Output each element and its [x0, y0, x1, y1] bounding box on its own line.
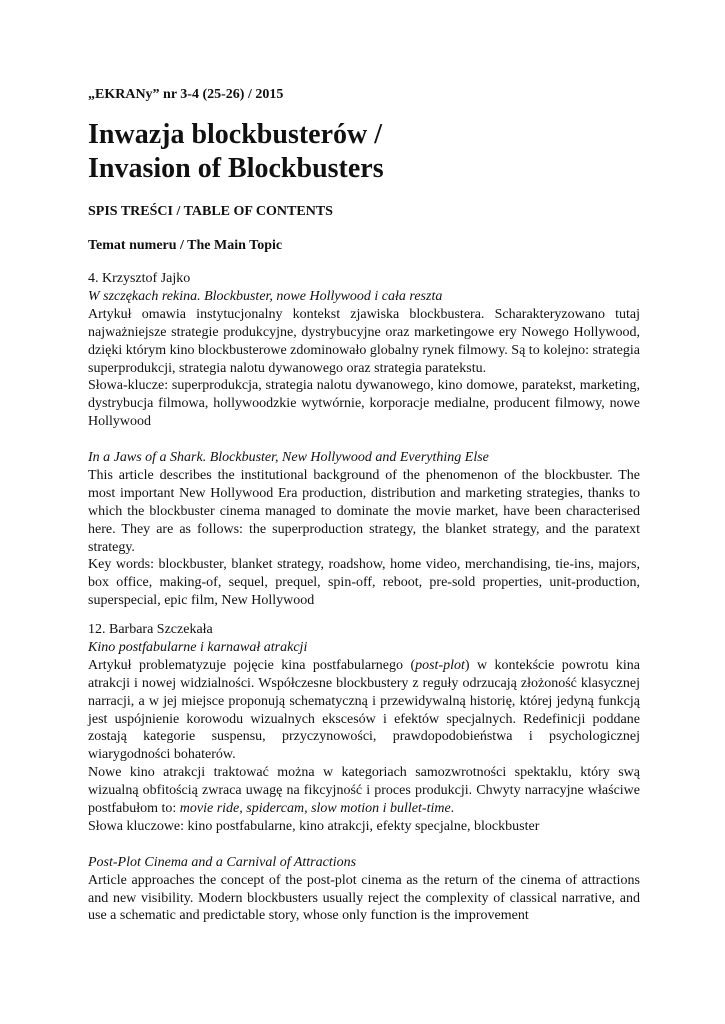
- keywords-en: Key words: blockbuster, blanket strategy, roadshow, home video, merchandising, tie-ins, majors, box office, making-of, sequel, prequel, spin-off, reboot, pre-sold properties, unit-production, superspecial, epic film, New Hollywood: [88, 557, 640, 609]
- topic-heading: Temat numeru / The Main Topic: [88, 238, 283, 253]
- article-title-en: Post-Plot Cinema and a Carnival of Attractions: [88, 854, 357, 870]
- article-author: 4. Krzysztof Jajko: [88, 271, 191, 286]
- toc-heading: SPIS TREŚCI / TABLE OF CONTENTS: [88, 204, 333, 219]
- page-title: [88, 118, 384, 186]
- abstract-pl: Artykuł problematyzuje pojęcie kina postfabularnego (post-plot) w kontekście powrotu kina atrakcji i nowej widzialności. Współczesne blockbustery z reguły odrzucają złożoność klasycznej narracji, a w jej miejsce proponują schematyczną i przewidywalną historię, której jedyną funkcją jest uspójnienie korowodu wizualnych ekscesów i efektów specjalnych. Redefinicji poddane zostają kategorie suspensu, przyczynowości, prawdopodobieństwa i psychologicznej wiarygodności bohaterów.: [88, 657, 640, 763]
- article-entry-2: [88, 621, 640, 925]
- article-title-pl: Kino postfabularne i karnawał atrakcji: [88, 639, 308, 655]
- article-author: 12. Barbara Szczekała: [88, 622, 213, 637]
- abstract-en: This article describes the institutional background of the phenomenon of the blockbuster. The most important New Hollywood Era production, distribution and marketing strategies, thanks to which the blockbuster cinema managed to dominate the movie market, have been characterised here. They are as follows: the superproduction strategy, the blanket strategy, and the paratext strategy.: [88, 467, 640, 555]
- journal-header: „EKRANy” nr 3-4 (25-26) / 2015: [88, 87, 284, 102]
- abstract-pl-2: Nowe kino atrakcji traktować można w kategoriach samozwrotności spektaklu, który swą wizualną obfitością zwraca uwagę na fikcyjność i proces produkcji. Chwyty narracyjne właściwe postfabułom to: movie ride, spidercam, slow motion i bullet-time.: [88, 765, 640, 817]
- title-line-en: Invasion of Blockbusters: [88, 153, 384, 184]
- abstract-pl: Artykuł omawia instytucjonalny kontekst zjawiska blockbustera. Scharakteryzowano tutaj najważniejsze strategie produkcyjne, dystrybucyjne oraz marketingowe ery Nowego Hollywood, dzięki którym kino blockbusterowe zdominowało globalny rynek filmowy. Są to kolejno: strategia superprodukcji, strategia nalotu dywanowego oraz strategia paratekstu.: [88, 306, 640, 376]
- article-entry-1: [88, 270, 640, 610]
- keywords-pl: Słowa kluczowe: kino postfabularne, kino atrakcji, efekty specjalne, blockbuster: [88, 818, 540, 834]
- abstract-en: Article approaches the concept of the post-plot cinema as the return of the cinema of attractions and new visibility. Modern blockbusters usually reject the complexity of classical narrative, and use a schematic and predictable story, whose only function is the improvement: [88, 872, 640, 924]
- keywords-pl: Słowa-klucze: superprodukcja, strategia nalotu dywanowego, kino domowe, paratekst, marketing, dystrybucja filmowa, hollywoodzkie wytwórnie, korporacje medialne, producent filmowy, nowe Hollywood: [88, 378, 640, 430]
- title-line-pl: Inwazja blockbusterów /: [88, 119, 383, 150]
- term-post-plot: post-plot: [415, 657, 465, 673]
- article-title-pl: W szczękach rekina. Blockbuster, nowe Hollywood i cała reszta: [88, 288, 443, 304]
- article-title-en: In a Jaws of a Shark. Blockbuster, New Hollywood and Everything Else: [88, 450, 489, 466]
- narrative-devices: movie ride, spidercam, slow motion i bullet-time: [179, 801, 451, 817]
